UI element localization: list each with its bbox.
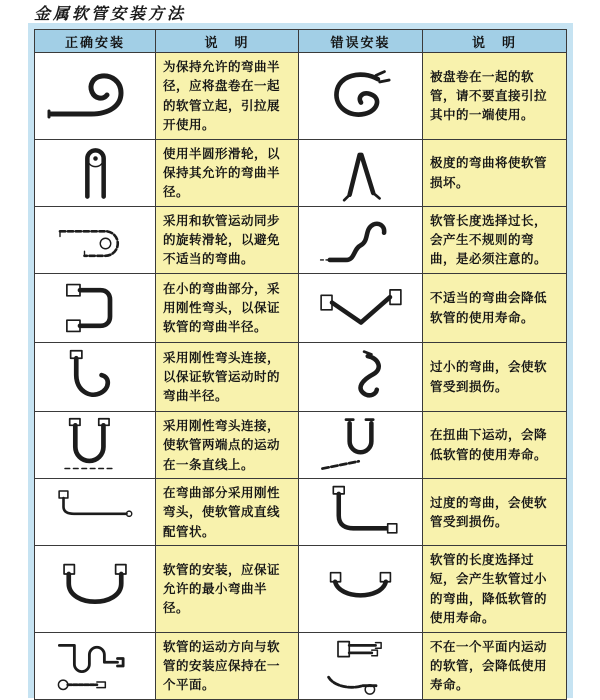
table-row — [35, 478, 567, 545]
coiled-hose-pulled-directly-icon — [311, 66, 411, 126]
wrong-illustration-cell — [299, 478, 423, 545]
hose-on-synchronized-rotating-pulley-icon — [41, 212, 149, 268]
wrong-description: 被盘卷在一起的软管，请不要直接引拉其中的一端使用。 — [423, 53, 567, 140]
correct-description: 采用和软管运动同步的旋转滑轮，以避免不适当的弯曲。 — [156, 206, 299, 273]
correct-illustration-cell — [35, 273, 156, 342]
wrong-illustration-cell — [299, 139, 423, 206]
too-small-bend-hook-icon — [313, 348, 408, 406]
installation-table — [34, 29, 567, 700]
wrong-description: 软管长度选择过长，会产生不规则的弯曲，是必须注意的。 — [423, 206, 567, 273]
twisted-hose-motion-icon — [313, 416, 408, 474]
correct-description: 软管的运动方向与软管的安装应保持在一个平面。 — [156, 632, 299, 699]
correct-illustration-cell — [35, 411, 156, 478]
wrong-illustration-cell — [299, 53, 423, 140]
correct-illustration-cell — [35, 53, 156, 140]
wrong-illustration-cell — [299, 273, 423, 342]
rigid-elbow-at-small-bend-icon — [45, 278, 145, 338]
improper-bend-between-fittings-icon — [311, 279, 411, 337]
extremely-bent-hose-icon — [313, 144, 408, 202]
rigid-elbow-connection-icon — [45, 347, 145, 407]
wrong-description: 不在一个平面内运动的软管，会降低使用寿命。 — [423, 632, 567, 699]
correct-description: 采用刚性弯头连接，以保证软管运动时的弯曲半径。 — [156, 342, 299, 411]
over-bent-elbow-hose-icon — [313, 483, 408, 541]
table-row — [35, 273, 567, 342]
wrong-illustration-cell — [299, 206, 423, 273]
correct-description: 采用刚性弯头连接，使软管两端点的运动在一条直线上。 — [156, 411, 299, 478]
correct-description: 为保持允许的弯曲半径，应将盘卷在一起的软管立起，引拉展开使用。 — [156, 53, 299, 140]
wrong-description: 过度的弯曲，会使软管受到损伤。 — [423, 478, 567, 545]
wrong-illustration-cell — [299, 342, 423, 411]
u-hose-minimum-bend-radius-icon — [45, 559, 145, 619]
too-short-hose-tight-bend-icon — [313, 560, 408, 618]
correct-illustration-cell — [35, 632, 156, 699]
hose-motion-in-one-plane-icon — [41, 636, 149, 696]
standing-uncoiled-hose-icon — [41, 64, 149, 128]
correct-illustration-cell — [35, 342, 156, 411]
header-description-1: 说 明 — [156, 30, 299, 53]
table-row — [35, 53, 567, 140]
correct-illustration-cell — [35, 546, 156, 633]
wrong-illustration-cell — [299, 411, 423, 478]
header-description-2: 说 明 — [423, 30, 567, 53]
header-row — [35, 30, 567, 53]
straight-pipe-run-with-elbow-icon — [41, 484, 149, 540]
hose-on-semicircular-pulley-icon — [48, 144, 143, 202]
table-row — [35, 206, 567, 273]
table-row — [35, 411, 567, 478]
wrong-description: 极度的弯曲将使软管损坏。 — [423, 139, 567, 206]
table-row — [35, 139, 567, 206]
table-row — [35, 546, 567, 633]
wrong-illustration-cell — [299, 632, 423, 699]
correct-illustration-cell — [35, 206, 156, 273]
wrong-description: 不适当的弯曲会降低软管的使用寿命。 — [423, 273, 567, 342]
correct-illustration-cell — [35, 139, 156, 206]
page-title: 金属软管安装方法 — [34, 4, 187, 23]
table-panel — [28, 23, 573, 698]
wrong-description: 在扭曲下运动，会降低软管的使用寿命。 — [423, 411, 567, 478]
overlong-hose-irregular-bend-icon — [313, 211, 408, 269]
wrong-description: 软管的长度选择过短，会产生软管过小的弯曲，降低软管的使用寿命。 — [423, 546, 567, 633]
header-wrong-install: 错误安装 — [299, 30, 423, 53]
correct-illustration-cell — [35, 478, 156, 545]
header-correct-install: 正确安装 — [35, 30, 156, 53]
correct-description: 使用半圆形滑轮，以保持其允许的弯曲半径。 — [156, 139, 299, 206]
correct-description: 在小的弯曲部分，采用刚性弯头，以保证软管的弯曲半径。 — [156, 273, 299, 342]
table-row — [35, 342, 567, 411]
wrong-description: 过小的弯曲，会使软管受到损伤。 — [423, 342, 567, 411]
wrong-illustration-cell — [299, 546, 423, 633]
u-hose-endpoints-in-line-icon — [45, 415, 145, 475]
table-row — [35, 632, 567, 699]
hose-motion-out-of-plane-icon — [313, 636, 408, 696]
correct-description: 在弯曲部分采用刚性弯头，使软管成直线配管状。 — [156, 478, 299, 545]
correct-description: 软管的安装，应保证允许的最小弯曲半径。 — [156, 546, 299, 633]
